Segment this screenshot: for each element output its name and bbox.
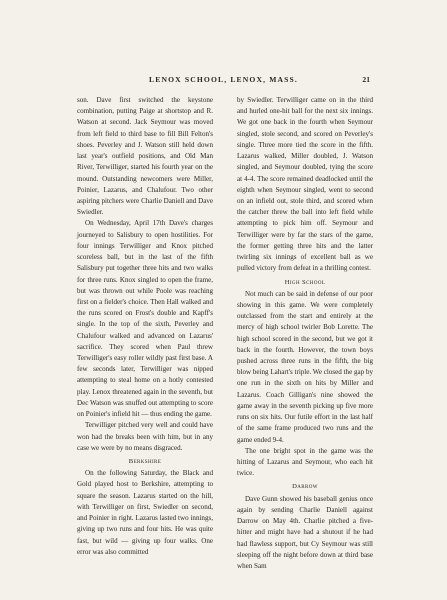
paragraph: son. Dave first switched the keystone combination, putting Paige at shortstop and R. Watson at second. Jack Seymour was moved from left field to third base to fill Bill Felton's shoes. Peverley and J. Watson still held down last year's outfield positions, and Old Man River, Terwilliger, started his fourth year on the mound. Outstanding newcomers were Miller, Poinier, Lazarus, and Chalufour. Two other aspiring pitchers were Charlie Daniell and Dave Swiedler.	[77, 96, 213, 217]
left-column	[77, 95, 213, 558]
running-head: LENOX SCHOOL, LENOX, MASS.	[149, 75, 298, 84]
paragraph: Dave Gunn showed his baseball genius once again by sending Charlie Daniell against Darrow on May 4th. Charlie pitched a five-hitter and might have had a shutout if he had had flawless support, but Cy Seymour was still sleeping off the night before down at third base when Sam	[237, 494, 373, 570]
paragraph: by Swiedler. Terwilliger came on in the third and hurled one-hit ball for the next six innings. We got one back in the fourth when Seymour singled, stole second, and scored on Peverley's single. Three more tied the score in the fifth. Lazarus walked, Miller doubled, J. Watson singled, and Seymour doubled, tying the score at 4-4. The score remained deadlocked until the eighth when Seymour singled, went to second on an infield out, stole third, and scored when the catcher threw the ball into left field while attempting to pick him off. Seymour and Terwilliger were by far the stars of the game, the former getting three hits and the latter twirling six innings of excellent ball as we pulled victory from defeat in a thrilling contest.	[237, 96, 373, 273]
paragraph: On Wednesday, April 17th Dave's charges journeyed to Salisbury to open hostilities. For four innings Terwilliger and Knox pitched scoreless ball, but in the last of the fifth Salisbury put together three hits and two walks for three runs. Knox singled to open the frame, but was thrown out while Poole was reaching first on a fielder's choice. Then Hall walked and the runs scored on Frost's double and Kapff's single. In the top of the sixth, Peverley and Chalufour walked and advanced on Lazarus' sacrifice. They scored when Paul threw Terwilliger's easy roller wildly past first base. A few seconds later, Terwilliger was nipped attempting to steal home on a hotly contested play. Lenox threatened again in the seventh, but Dec Watson was snuffed out attempting to score on Poinier's infield hit — thus ending the game.	[77, 219, 213, 419]
section-heading-berkshire: Berkshire	[128, 458, 162, 465]
paragraph: Not much can be said in defense of our poor showing in this game. We were completely outclassed from the start and entirely at the mercy of high school twirler Bob Lorette. The high school scored in the second, but we got it back in the fourth. However, the town boys pushed across three runs in the fifth, the big blow being Lahart's triple. We closed the gap by one run in the sixth on hits by Miller and Lazarus. Coach Gilligan's nine showed the game away in the seventh picking up five more runs on six hits. Our futile effort in the last half of the same frame produced two runs and the game ended 9-4.	[237, 289, 373, 444]
paragraph: Terwilliger pitched very well and could have won had the breaks been with him, but in any case we were by no means disgraced.	[77, 421, 213, 452]
page-number: 21	[362, 75, 370, 84]
page-header	[0, 75, 447, 89]
section-heading-high-school: High School	[284, 278, 326, 286]
right-column	[237, 95, 373, 572]
section-heading-darrow: Darrow	[292, 483, 318, 491]
paragraph: On the following Saturday, the Black and Gold played host to Berkshire, attempting to square the season. Lazarus started on the hill, with Terwilliger on first, Swiedler on second, and Poinier in right. Lazarus lasted two innings, giving up two runs and four hits. He was quite fast, but wild — giving up four walks. One error was also committed	[77, 469, 213, 556]
paragraph: The one bright spot in the game was the hitting of Lazarus and Seymour, who each hit twice.	[237, 446, 373, 478]
